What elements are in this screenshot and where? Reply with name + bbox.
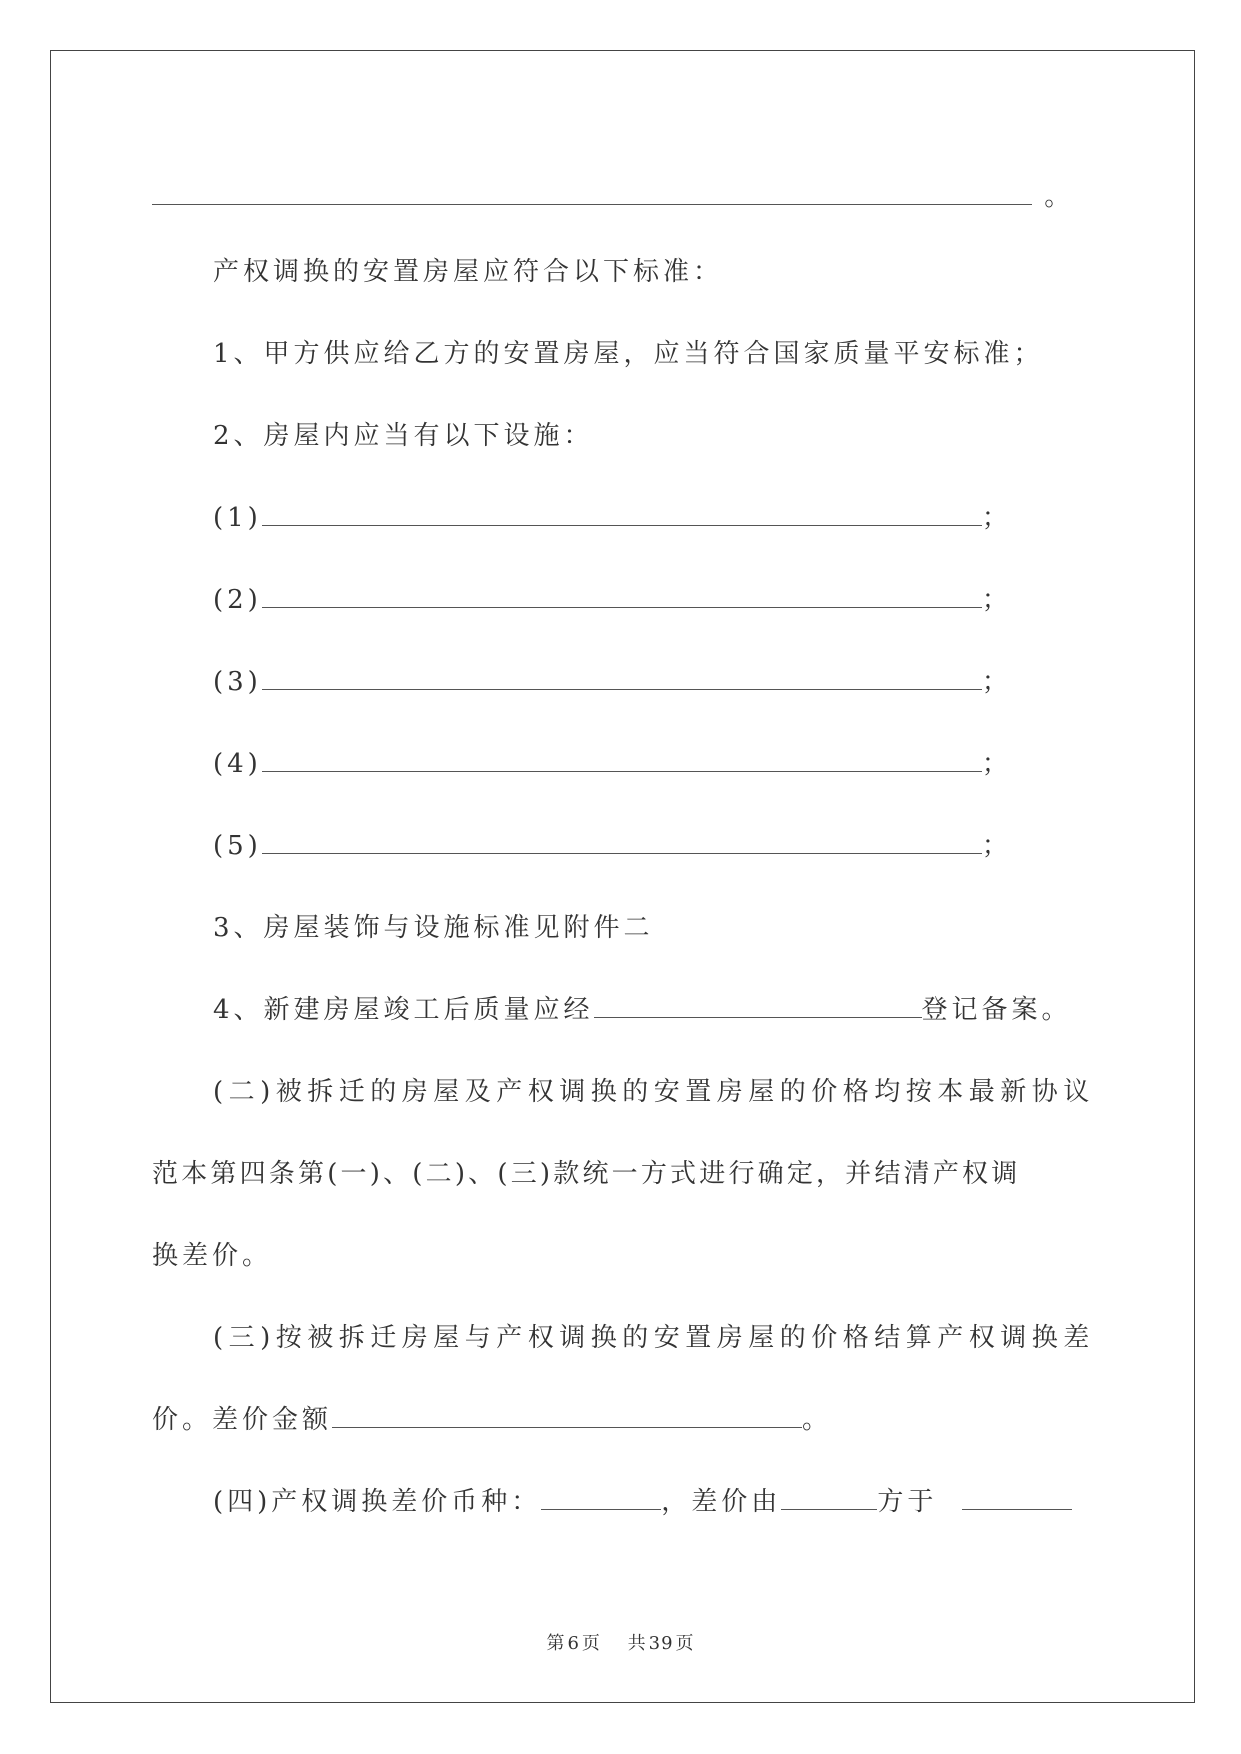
page-footer [0,1632,1241,1656]
fill-blank [262,747,982,772]
line-end-semicolon: ； [981,667,1012,697]
facility-label: (1) [213,503,262,533]
paragraph-section-2-line-2: 范本第四条第(一)、(二)、(三)款统一方式进行确定，并结清产权调 [152,1159,1021,1189]
fill-blank [262,829,982,854]
text-line-blank-continuation [152,180,1074,214]
paragraph-item-2: 2、房屋内应当有以下设施： [213,421,594,451]
fill-blank [332,1403,802,1428]
total-pages-label: 共 39 页 [627,1633,695,1654]
facility-label: (2) [213,585,262,615]
facility-line-3 [213,665,1012,699]
paragraph-section-4 [213,1485,1072,1519]
line-end-semicolon: ； [981,831,1012,861]
paragraph-section-2-line-3: 换差价。 [152,1241,273,1271]
paragraph-section-2-line-1: (二)被拆迁的房屋及产权调换的安置房屋的价格均按本最新协议 [213,1077,1095,1107]
facility-line-1 [213,501,1012,535]
fill-blank [781,1485,877,1510]
price-diff-label: 价。差价金额 [152,1405,333,1435]
facility-label: (3) [213,667,262,697]
page-border [50,50,1195,1703]
facility-line-4 [213,747,1012,781]
line-end-period: 。 [1044,182,1075,212]
item-4-tail: 登记备案。 [921,995,1072,1025]
line-end-semicolon: ； [981,585,1012,615]
currency-label: (四)产权调换差价币种： [213,1487,542,1517]
fill-blank [594,993,922,1018]
facility-line-5 [213,829,1012,863]
difference-by-label: ，差价由 [661,1487,782,1517]
line-end-period: 。 [802,1405,833,1435]
facility-line-2 [213,583,1012,617]
line-end-semicolon: ； [981,503,1012,533]
fill-blank [262,501,982,526]
fill-blank [962,1485,1072,1510]
paragraph-item-3: 3、房屋装饰与设施标准见附件二 [213,913,654,943]
fill-blank [262,665,982,690]
fill-blank [541,1485,661,1510]
paragraph-standards-intro: 产权调换的安置房屋应符合以下标准： [213,257,724,287]
paragraph-item-1: 1、甲方供应给乙方的安置房屋，应当符合国家质量平安标准； [213,339,1044,369]
item-4-text: 4、新建房屋竣工后质量应经 [213,995,594,1025]
party-at-label: 方于 [877,1487,938,1517]
page-number-label: 第 6 页 [546,1633,601,1654]
facility-label: (4) [213,749,262,779]
line-end-semicolon: ； [981,749,1012,779]
paragraph-section-3-line-2 [152,1403,832,1437]
facility-label: (5) [213,831,262,861]
paragraph-item-4 [213,993,1072,1027]
fill-blank [262,583,982,608]
fill-blank [152,180,1032,205]
paragraph-section-3-line-1: (三)按被拆迁房屋与产权调换的安置房屋的价格结算产权调换差 [213,1323,1095,1353]
